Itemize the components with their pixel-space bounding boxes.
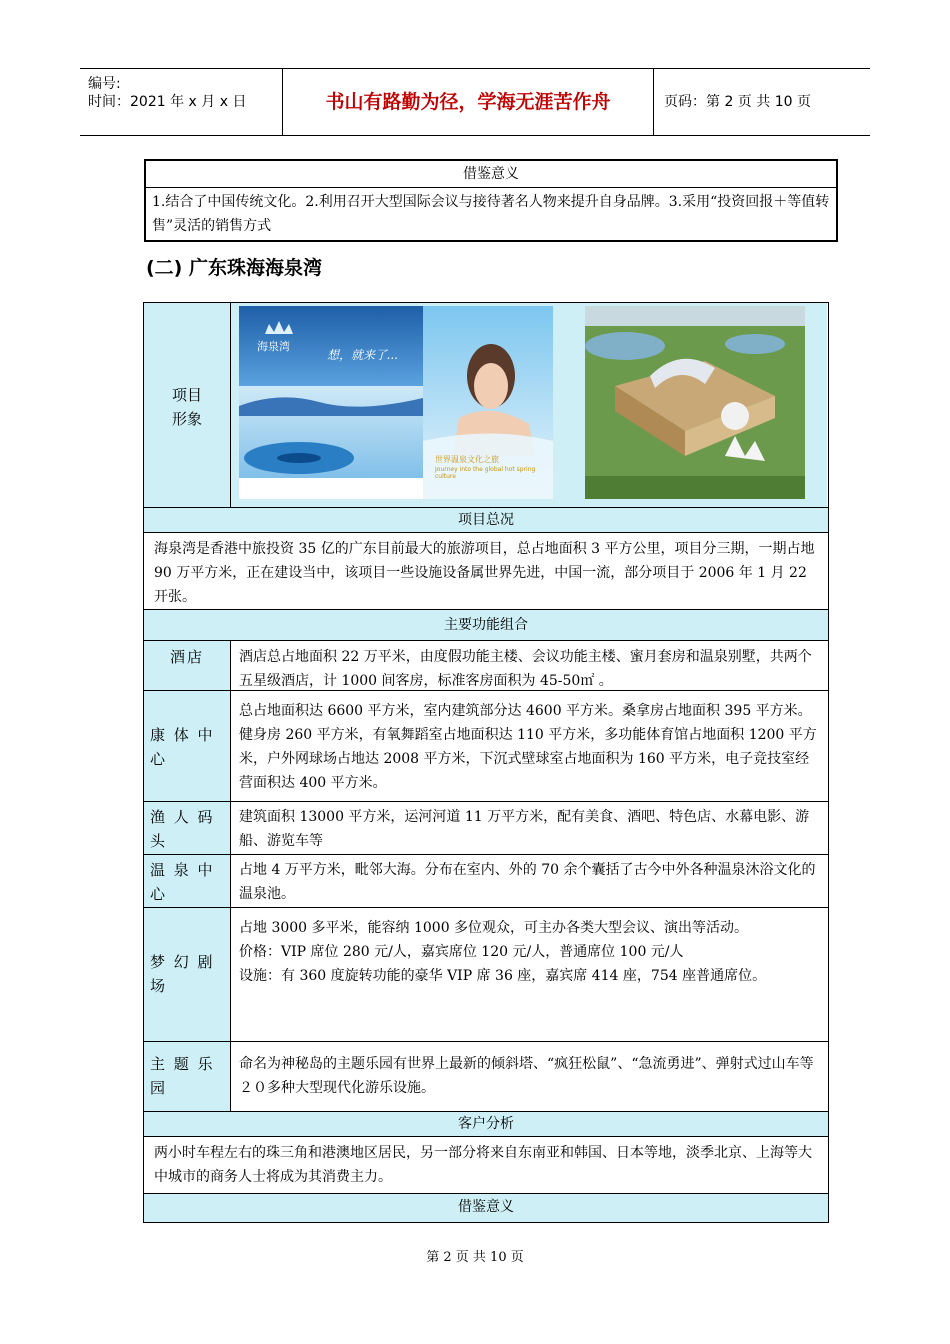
poster-logo: 海泉湾: [257, 340, 290, 353]
poster-slogan: 想，就来了...: [327, 348, 399, 362]
header-motto: 书山有路勤为径，学海无涯苦作舟: [283, 69, 654, 135]
row-hotel-label-cell: [144, 641, 230, 690]
aerial-graphic: [585, 306, 805, 499]
code-label: 编号:: [88, 76, 121, 92]
image-label: 项目 形象: [171, 386, 202, 428]
row-fitness-text: 总占地面积达 6600 平方米，室内建筑部分达 4600 平方米。桑拿房占地面积 395 平方米。健身房 260 平方米，有氧舞蹈室占地面积达 110 平方米，多功能体育馆占地面积 1200 平方米，户外网球场占地达 2008 平方米，下沉式壁球室占地面积为 160 平方米，电子竞技室经营面积达 400 平方米。: [239, 703, 817, 791]
row-fitness-label-cell: [144, 691, 230, 801]
row-spa-text: 占地 4 万平方米，毗邻大海。分布在室内、外的 70 余个囊括了古今中外各种温泉沐浴文化的温泉池。: [239, 862, 816, 902]
poster-caption-cn: 世界温泉文化之旅: [435, 455, 499, 464]
customer-title: 客户分析: [144, 1112, 828, 1136]
row-hotel-label: 酒店: [169, 648, 204, 666]
row-park-label-cell: [144, 1042, 230, 1111]
reference-title-bottom: 借鉴意义: [144, 1194, 828, 1222]
image-label-cell: [144, 303, 230, 507]
row-fitness-label: 康 体 中 心: [150, 726, 215, 768]
row-spa-label-cell: [144, 855, 230, 907]
section-title: (二) 广东珠海海泉湾: [146, 257, 322, 279]
reference-table-prev: [144, 159, 838, 242]
row-park-label: 主 题 乐 园: [150, 1055, 215, 1097]
time-label: 时间：2021 年 x 月 x 日: [88, 94, 247, 110]
row-theater-label-cell: [144, 908, 230, 1041]
aerial-image: [585, 306, 805, 499]
row-theater-text: 占地 3000 多平米，能容纳 1000 多位观众，可主办各类大型会议、演出等活动。 价格：VIP 席位 280 元/人，嘉宾席位 120 元/人，普通席位 100 元/人 设施：有 360 度旋转功能的豪华 VIP 席 36 座，嘉宾席 414 座，754 座普通席位。: [239, 920, 767, 984]
customer-body: 两小时车程左右的珠三角和港澳地区居民，另一部分将来自东南亚和韩国、日本等地，淡季北京、上海等大中城市的商务人士将成为其消费主力。: [154, 1145, 812, 1185]
reference-title: 借鉴意义: [146, 161, 836, 188]
reference-body: 1.结合了中国传统文化。2.利用召开大型国际会议与接待著名人物来提升自身品牌。3.采用“投资回报＋等值转售”灵活的销售方式: [152, 194, 830, 234]
row-wharf-label: 渔 人 码 头: [150, 808, 215, 850]
row-park-text: 命名为神秘岛的主题乐园有世界上最新的倾斜塔、“疯狂松鼠”、“急流勇进”、弹射式过山车等２０多种大型现代化游乐设施。: [239, 1056, 814, 1096]
poster-caption-en: Journey into the global hot spring culture: [435, 466, 536, 480]
project-table: [143, 302, 829, 1223]
page-info: 页码：第 2 页 共 10 页: [664, 94, 811, 110]
header-meta: [80, 69, 283, 135]
row-hotel-text: 酒店总占地面积 22 万平米，由度假功能主楼、会议功能主楼、蜜月套房和温泉别墅，共两个五星级酒店，计 1000 间客房，标准客房面积为 45-50㎡ 。: [239, 649, 812, 689]
row-wharf-text: 建筑面积 13000 平方米，运河河道 11 万平方米，配有美食、酒吧、特色店、水幕电影、游船、游览车等: [239, 809, 810, 849]
page-header: [80, 68, 870, 136]
functions-title: 主要功能组合: [144, 610, 828, 640]
row-spa-label: 温 泉 中 心: [150, 861, 215, 903]
page-footer: 第 2 页 共 10 页: [426, 1250, 524, 1265]
poster-image: [239, 306, 553, 499]
row-theater-label: 梦 幻 剧 场: [150, 953, 215, 995]
overview-body: 海泉湾是香港中旅投资 35 亿的广东目前最大的旅游项目，总占地面积 3 平方公里，项目分三期，一期占地 90 万平方米，正在建设当中，该项目一些设施设备属世界先进，中国一流，部分项目于 2006 年 1 月 22 开张。: [154, 541, 815, 605]
overview-title: 项目总况: [144, 508, 828, 532]
row-wharf-label-cell: [144, 802, 230, 854]
